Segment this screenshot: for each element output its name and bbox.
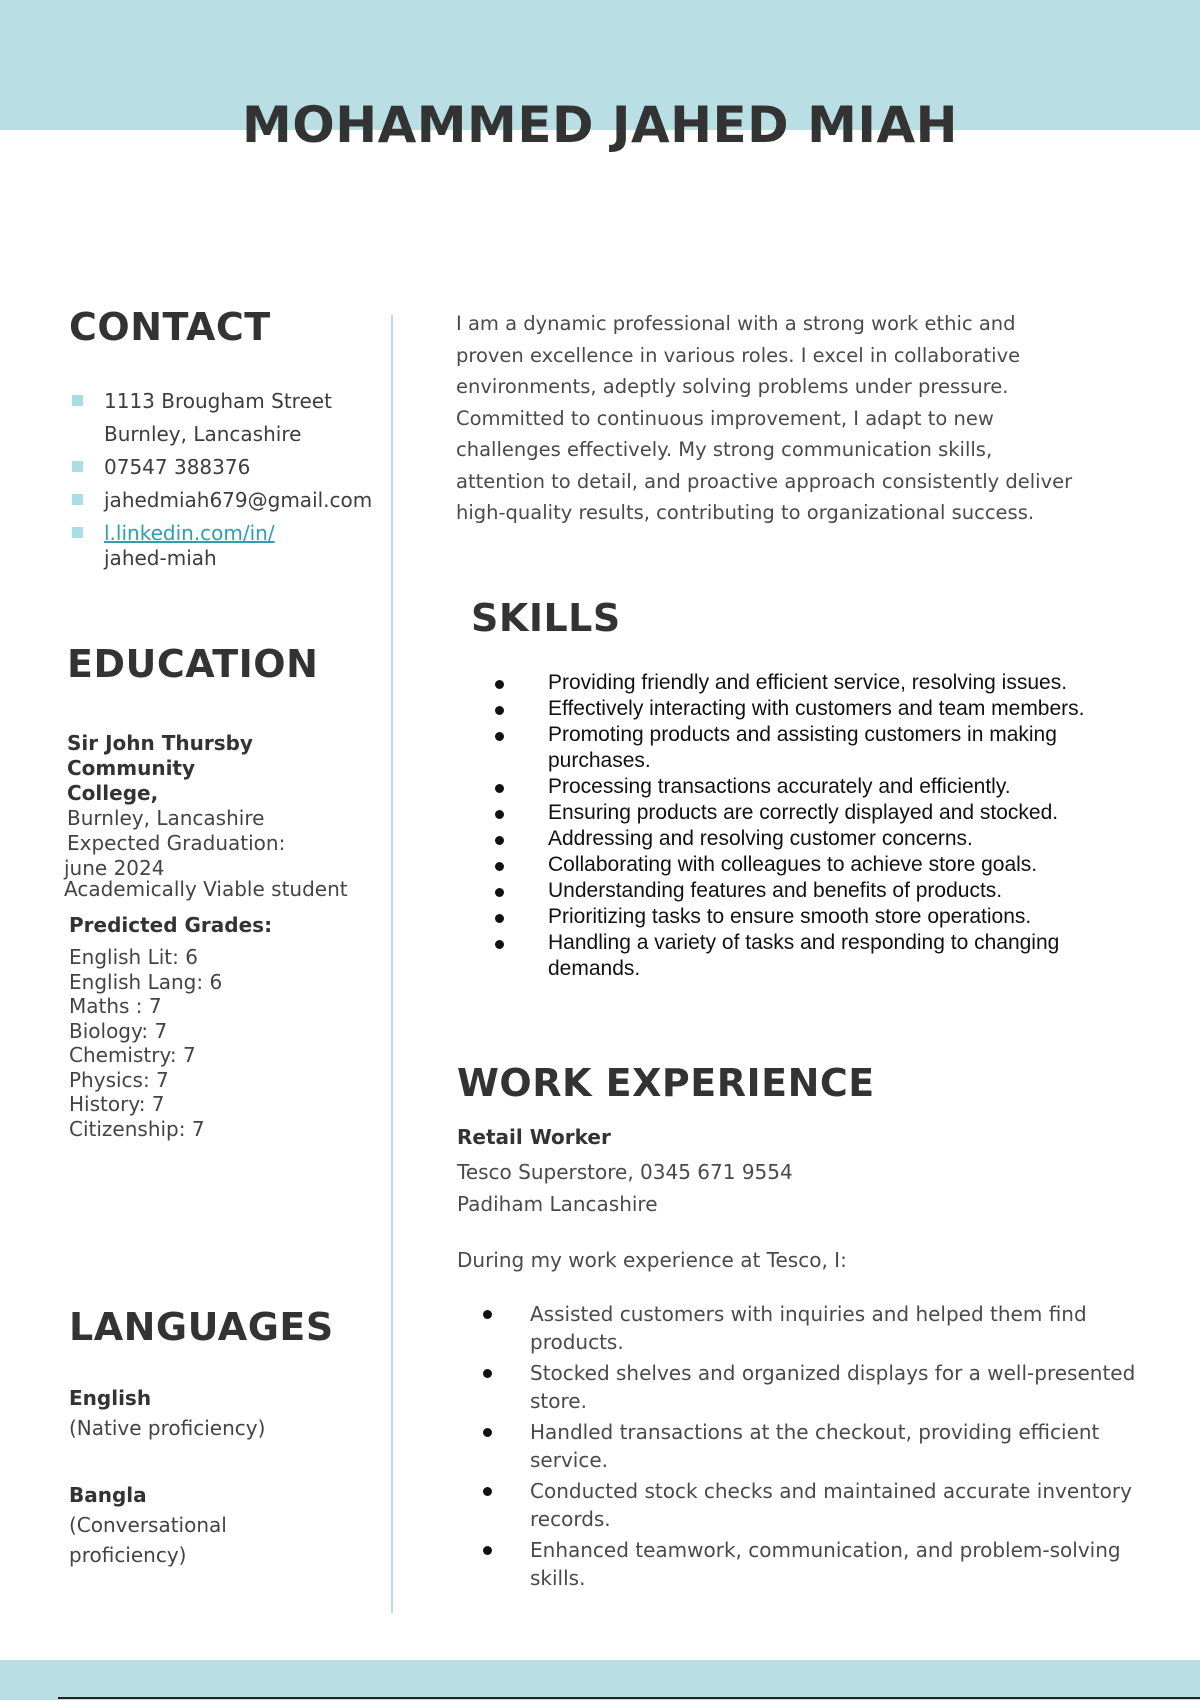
contact-email xyxy=(70,484,390,517)
linkedin-handle: jahed-miah xyxy=(104,546,217,570)
grade-item: Maths : 7 xyxy=(69,994,162,1018)
bullet-dot-icon xyxy=(483,1310,492,1319)
bullet-dot-icon xyxy=(483,1369,492,1378)
skill-item: Promoting products and assisting customers in making purchases. xyxy=(490,722,1130,774)
bullet-dot-icon xyxy=(495,888,504,897)
bullet-dot-icon xyxy=(495,862,504,871)
address-line-2: Burnley, Lancashire xyxy=(104,422,302,446)
contact-list xyxy=(70,385,390,571)
candidate-name: MOHAMMED JAHED MIAH xyxy=(242,96,958,154)
contact-heading: CONTACT xyxy=(69,305,271,349)
bullet-dot-icon xyxy=(483,1487,492,1496)
job-location: Padiham Lancashire xyxy=(457,1192,658,1216)
school-location: Burnley, Lancashire xyxy=(67,806,265,830)
skill-item: Ensuring products are correctly displayed and stocked. xyxy=(490,800,1130,826)
profile-summary: I am a dynamic professional with a strong work ethic and proven excellence in various roles. I excel in collaborative environments, adeptly solving problems under pressure. Committed to continuous improvement, I adapt to new challenges effectively. My strong communication skills, attention to detail, and proactive approach consistently deliver high-quality results, contributing to organizational success. xyxy=(456,312,1073,524)
bullet-dot-icon xyxy=(495,680,504,689)
grade-item: Citizenship: 7 xyxy=(69,1116,205,1141)
square-bullet-icon xyxy=(72,527,83,538)
languages-heading: LANGUAGES xyxy=(69,1305,334,1349)
graduation-date: june 2024 xyxy=(64,856,165,880)
grades-list xyxy=(69,945,222,1141)
skill-item: Addressing and resolving customer concerns. xyxy=(490,826,1130,852)
duty-item: Conducted stock checks and maintained accurate inventory records. xyxy=(478,1477,1158,1533)
bullet-dot-icon xyxy=(495,810,504,819)
skills-heading: SKILLS xyxy=(471,596,621,640)
email-address: jahedmiah679@gmail.com xyxy=(104,488,373,512)
contact-phone xyxy=(70,451,390,484)
education-entry xyxy=(64,731,387,881)
bullet-dot-icon xyxy=(495,706,504,715)
bullet-dot-icon xyxy=(495,732,504,741)
expected-graduation-label: Expected Graduation: xyxy=(67,831,286,855)
square-bullet-icon xyxy=(72,494,83,505)
skills-list xyxy=(490,670,1130,982)
work-duties-list xyxy=(478,1300,1158,1595)
contact-address xyxy=(70,385,390,451)
skill-item: Providing friendly and efficient service, resolving issues. xyxy=(490,670,1130,696)
language-english xyxy=(69,1383,369,1443)
grades-heading: Predicted Grades: xyxy=(69,913,273,937)
language-bangla xyxy=(69,1480,369,1570)
contact-linkedin xyxy=(70,517,390,571)
grade-item: History: 7 xyxy=(69,1092,165,1116)
footer-band xyxy=(0,1660,1200,1700)
square-bullet-icon xyxy=(72,395,83,406)
linkedin-link[interactable]: l.linkedin.com/in/ xyxy=(104,521,275,545)
bullet-dot-icon xyxy=(495,836,504,845)
employer: Tesco Superstore, 0345 671 9554 xyxy=(457,1160,793,1184)
footer-rule xyxy=(58,1697,1200,1699)
square-bullet-icon xyxy=(72,461,83,472)
grade-item: English Lang: 6 xyxy=(69,969,223,994)
phone-number: 07547 388376 xyxy=(104,455,251,479)
work-intro: During my work experience at Tesco, I: xyxy=(457,1248,847,1272)
school-name-line-1: Sir John Thursby Community xyxy=(67,731,253,780)
bullet-dot-icon xyxy=(495,914,504,923)
duty-item: Handled transactions at the checkout, providing efficient service. xyxy=(478,1418,1158,1474)
grade-item: Biology: 7 xyxy=(69,1018,168,1043)
grade-item: Chemistry: 7 xyxy=(69,1043,196,1067)
duty-item: Assisted customers with inquiries and helped them find products. xyxy=(478,1300,1158,1356)
language-name: Bangla xyxy=(69,1483,147,1507)
bullet-dot-icon xyxy=(495,784,504,793)
address-line-1: 1113 Brougham Street xyxy=(104,389,332,413)
language-name: English xyxy=(69,1386,152,1410)
skill-item: Prioritizing tasks to ensure smooth store operations. xyxy=(490,904,1130,930)
skill-item: Understanding features and benefits of products. xyxy=(490,878,1130,904)
education-heading: EDUCATION xyxy=(67,642,319,686)
bullet-dot-icon xyxy=(495,940,504,949)
duty-item: Enhanced teamwork, communication, and problem-solving skills. xyxy=(478,1536,1158,1592)
bullet-dot-icon xyxy=(483,1428,492,1437)
skill-item: Effectively interacting with customers and team members. xyxy=(490,696,1130,722)
grade-item: English Lit: 6 xyxy=(69,945,198,969)
school-name-line-2: College, xyxy=(67,781,159,805)
bullet-dot-icon xyxy=(483,1546,492,1555)
column-divider xyxy=(391,315,393,1613)
duty-item: Stocked shelves and organized displays for a well-presented store. xyxy=(478,1359,1158,1415)
skill-item: Processing transactions accurately and efficiently. xyxy=(490,774,1130,800)
language-level: (Conversational xyxy=(69,1513,227,1537)
language-level-continued: proficiency) xyxy=(69,1543,187,1567)
academic-note: Academically Viable student xyxy=(64,877,348,901)
language-level: (Native proficiency) xyxy=(69,1416,266,1440)
grade-item: Physics: 7 xyxy=(69,1067,169,1092)
skill-item: Handling a variety of tasks and responding to changing demands. xyxy=(490,930,1130,982)
skill-item: Collaborating with colleagues to achieve store goals. xyxy=(490,852,1130,878)
work-experience-heading: WORK EXPERIENCE xyxy=(457,1061,875,1105)
job-title: Retail Worker xyxy=(457,1125,611,1149)
